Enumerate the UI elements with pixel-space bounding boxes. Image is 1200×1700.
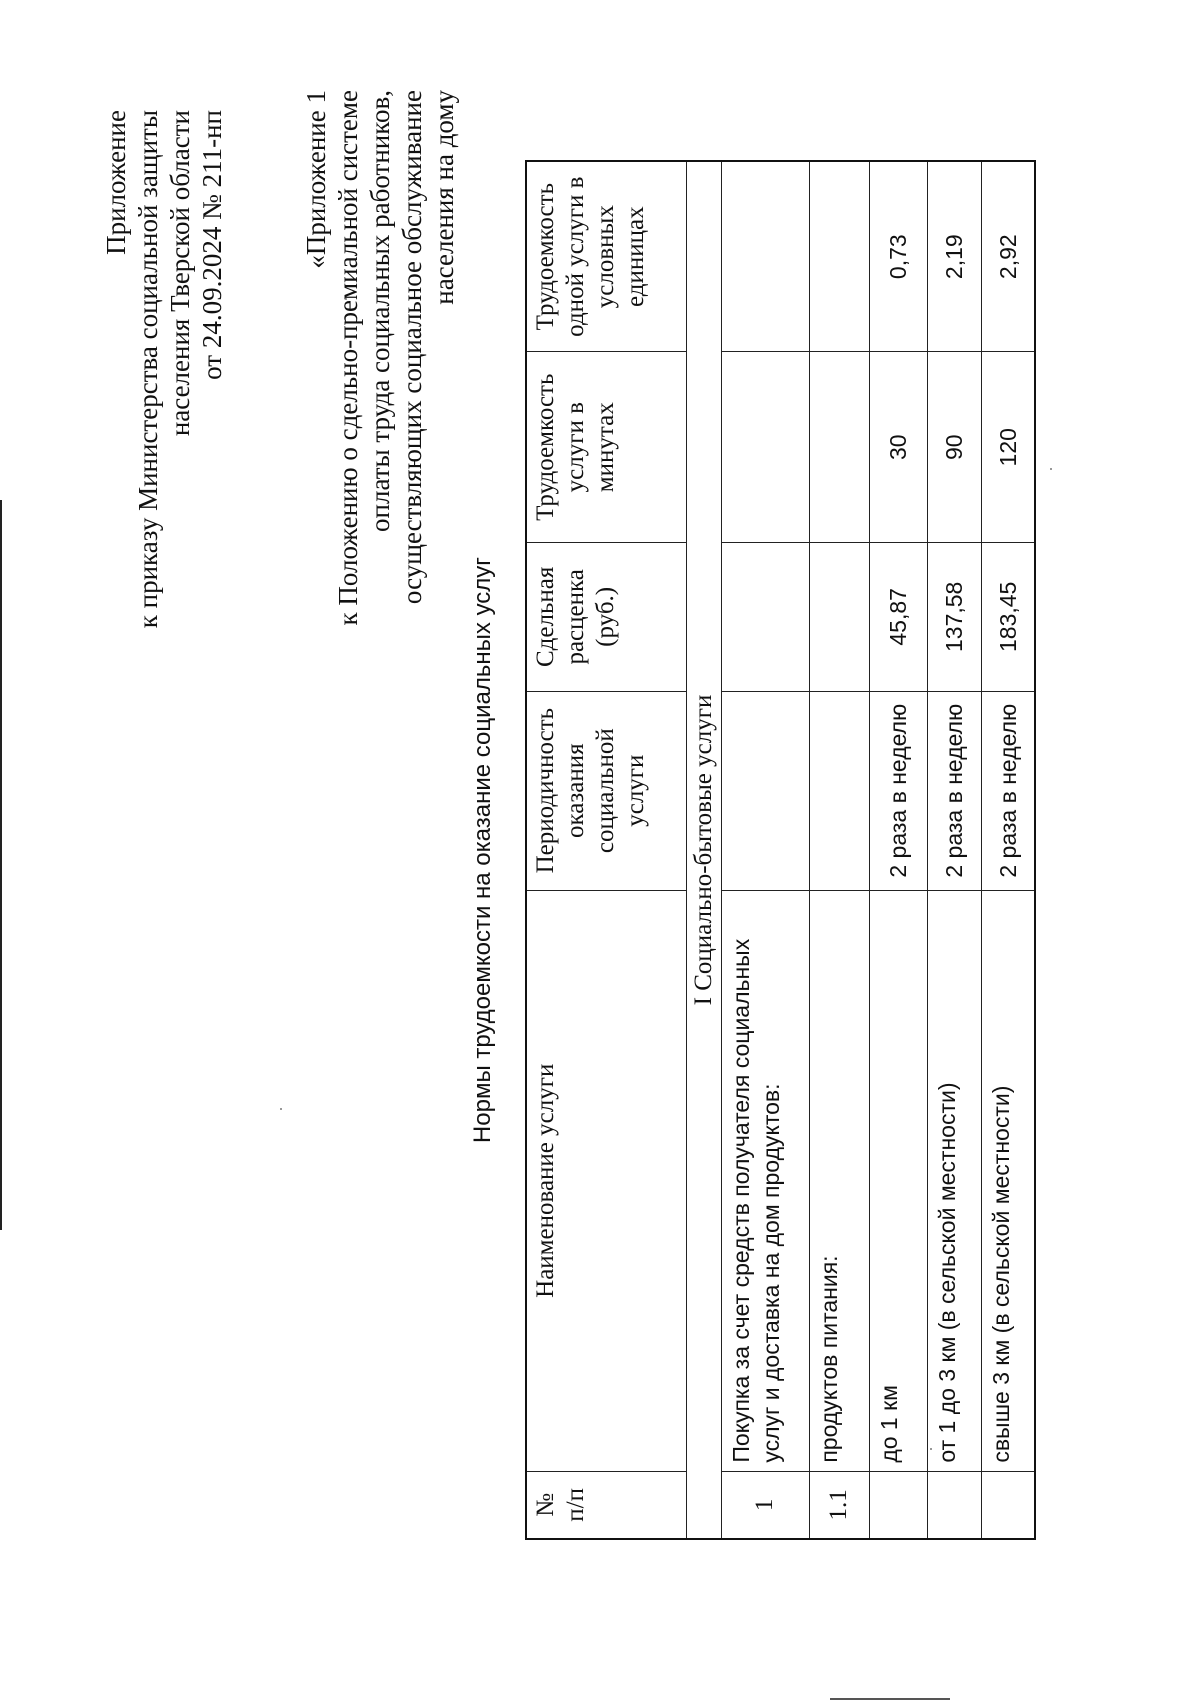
appendix-line: осуществляющих социальное обслуживание [397, 90, 427, 605]
cell-num [927, 1471, 981, 1539]
appendix-line: к Положению о сдельно-премиальной системе [333, 90, 363, 626]
cell-num: 1.1 [809, 1471, 869, 1539]
section-title: I Социально-бытовые услуги [686, 161, 721, 1539]
cell-rate [721, 543, 809, 691]
cell-num: 1 [721, 1471, 809, 1539]
document-title: Нормы трудоемкости на оказание социальных услуг [469, 556, 496, 1144]
cell-rate [809, 543, 869, 691]
order-header [100, 110, 228, 870]
cell-minutes: 30 [869, 352, 927, 543]
appendix-line: населения на дому [429, 90, 459, 305]
column-header-rate: Сдельная расценка (руб.) [526, 543, 686, 691]
scan-speck [1050, 468, 1052, 470]
cell-name: до 1 км [869, 890, 927, 1471]
table-header-row [526, 161, 686, 1539]
header-line: к приказу Министерства социальной защиты [133, 110, 163, 629]
norms-table [525, 160, 1036, 1540]
column-header-minutes: Трудоемкость услуги в минутах [526, 352, 686, 543]
cell-units: 2,92 [981, 161, 1035, 352]
table-row [927, 161, 981, 1539]
cell-num [981, 1471, 1035, 1539]
header-line: Приложение [101, 110, 131, 255]
cell-minutes: 90 [927, 352, 981, 543]
cell-rate: 45,87 [869, 543, 927, 691]
cell-units [721, 161, 809, 352]
cell-rate: 183,45 [981, 543, 1035, 691]
header-line: населения Тверской области [165, 110, 195, 437]
cell-period: 2 раза в неделю [869, 691, 927, 890]
cell-name: продуктов питания: [809, 890, 869, 1471]
cell-name: Покупка за счет средств получателя социальных услуг и доставка на дом продуктов: [721, 890, 809, 1471]
cell-period: 2 раза в неделю [981, 691, 1035, 890]
table-row [721, 161, 809, 1539]
cell-num [869, 1471, 927, 1539]
cell-minutes [721, 352, 809, 543]
scan-speck [280, 1108, 282, 1110]
cell-units [809, 161, 869, 352]
header-line: от 24.09.2024 № 211-нп [197, 110, 227, 380]
cell-minutes [809, 352, 869, 543]
column-header-units: Трудоемкость одной услуги в условных единицах [526, 161, 686, 352]
column-header-num: № п/п [526, 1471, 686, 1539]
appendix-line: «Приложение 1 [301, 90, 331, 269]
scan-edge-mark [0, 500, 2, 1230]
appendix-line: оплаты труда социальных работников, [365, 90, 395, 532]
cell-name: от 1 до 3 км (в сельской местности) [927, 890, 981, 1471]
column-header-name: Наименование услуги [526, 890, 686, 1471]
cell-minutes: 120 [981, 352, 1035, 543]
column-header-period: Периодичность оказания социальной услуги [526, 691, 686, 890]
table-row [809, 161, 869, 1539]
appendix-header [300, 90, 460, 850]
table-row [981, 161, 1035, 1539]
cell-units: 2,19 [927, 161, 981, 352]
cell-period [809, 691, 869, 890]
cell-units: 0,73 [869, 161, 927, 352]
cell-rate: 137,58 [927, 543, 981, 691]
cell-period [721, 691, 809, 890]
table-row [869, 161, 927, 1539]
norms-table-wrapper [525, 160, 1036, 1540]
cell-name: свыше 3 км (в сельской местности) [981, 890, 1035, 1471]
cell-period: 2 раза в неделю [927, 691, 981, 890]
section-row [686, 161, 721, 1539]
